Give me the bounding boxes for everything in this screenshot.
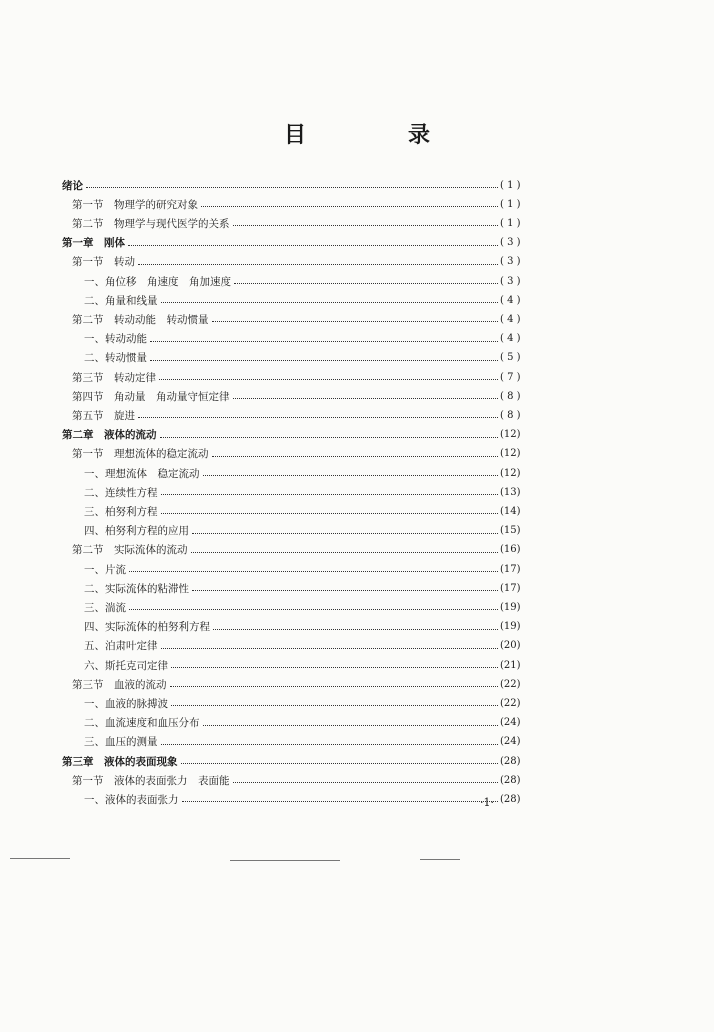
toc-entry [0, 502, 714, 520]
toc-entry [0, 291, 714, 309]
toc-entry-page: ( 1 ) [500, 217, 521, 229]
toc-entry-page: (24) [500, 717, 521, 729]
toc-entry [0, 598, 714, 616]
toc-entry-label: 六、斯托克司定律 [84, 659, 168, 672]
toc-entry [0, 714, 714, 732]
dot-leader [171, 666, 498, 668]
toc-entry [0, 464, 714, 482]
toc-entry-label: 第五节 旋进 [72, 409, 135, 422]
toc-entry-page: (14) [500, 505, 521, 517]
toc-entry [0, 618, 714, 636]
dot-leader [201, 205, 498, 207]
toc-entry-page: (17) [500, 563, 521, 575]
toc-entry-label: 第一节 转动 [72, 256, 135, 269]
toc-entry-label: 第二节 物理学与现代医学的关系 [72, 217, 230, 230]
toc-entry [0, 637, 714, 655]
toc-entry-label: 四、实际流体的柏努利方程 [84, 621, 210, 634]
toc-entry-label: 二、实际流体的粘滞性 [84, 582, 189, 595]
toc-entry-page: ( 1 ) [500, 179, 521, 191]
dot-leader [128, 244, 498, 246]
toc-entry-page: ( 8 ) [500, 409, 521, 421]
toc-entry-label: 第二章 液体的流动 [62, 429, 157, 442]
toc-entry-label: 第一章 刚体 [62, 237, 125, 250]
toc-entry [0, 195, 714, 213]
toc-entry-label: 一、转动动能 [84, 333, 147, 346]
dot-leader [192, 532, 498, 534]
dot-leader [170, 685, 499, 687]
toc-entry-page: (12) [500, 467, 521, 479]
dot-leader [159, 378, 498, 380]
toc-entry [0, 349, 714, 367]
toc-entry [0, 771, 714, 789]
toc-entry [0, 445, 714, 463]
toc-entry-page: ( 4 ) [500, 294, 521, 306]
scan-artifact-line [230, 860, 340, 861]
dot-leader [129, 608, 498, 610]
dot-leader [150, 359, 498, 361]
toc-entry-label: 二、连续性方程 [84, 486, 158, 499]
dot-leader [129, 570, 498, 572]
page-number: ·1· [480, 796, 494, 809]
dot-leader [233, 397, 499, 399]
toc-entry-label: 三、柏努利方程 [84, 505, 158, 518]
toc-entry-label: 第三节 血液的流动 [72, 678, 167, 691]
toc-entry-page: (17) [500, 582, 521, 594]
toc-entry-label: 第二节 转动动能 转动惯量 [72, 313, 209, 326]
toc-entry-page: ( 3 ) [500, 275, 521, 287]
toc-entry-label: 一、片流 [84, 563, 126, 576]
toc-entry-label: 五、泊肃叶定律 [84, 640, 158, 653]
toc-entry-page: (16) [500, 544, 521, 556]
scan-artifact-line [10, 858, 70, 859]
toc-entry-label: 二、角量和线量 [84, 294, 158, 307]
toc-entry [0, 272, 714, 290]
toc-entry-page: (20) [500, 640, 521, 652]
toc-entry-page: (19) [500, 621, 521, 633]
toc-entry [0, 387, 714, 405]
dot-leader [161, 512, 499, 514]
toc-entry [0, 579, 714, 597]
toc-entry-page: (28) [500, 793, 521, 805]
toc-entry-page: ( 7 ) [500, 371, 521, 383]
dot-leader [161, 301, 499, 303]
toc-entry-page: (22) [500, 678, 521, 690]
toc-entry-page: (22) [500, 697, 521, 709]
toc-entry-page: (12) [500, 448, 521, 460]
toc-entry-page: (12) [500, 429, 521, 441]
toc-entry [0, 541, 714, 559]
toc-entry-label: 绪论 [62, 179, 83, 192]
dot-leader [138, 416, 498, 418]
toc-entry [0, 310, 714, 328]
toc-entry [0, 234, 714, 252]
toc-entry-page: (28) [500, 755, 521, 767]
dot-leader [161, 743, 499, 745]
dot-leader [138, 263, 498, 265]
dot-leader [86, 186, 498, 188]
dot-leader [213, 628, 498, 630]
toc-entry [0, 483, 714, 501]
toc-entry-label: 第二节 实际流体的流动 [72, 544, 188, 557]
dot-leader [150, 340, 498, 342]
toc-entry-label: 二、转动惯量 [84, 352, 147, 365]
toc-entry [0, 790, 714, 808]
dot-leader [203, 724, 499, 726]
toc-entry [0, 214, 714, 232]
toc-entry [0, 733, 714, 751]
toc-entry [0, 406, 714, 424]
toc-entry-label: 三、湍流 [84, 601, 126, 614]
toc-entry [0, 253, 714, 271]
toc-entry-label: 第一节 理想流体的稳定流动 [72, 448, 209, 461]
toc-entry [0, 694, 714, 712]
dot-leader [181, 762, 499, 764]
dot-leader [233, 224, 499, 226]
toc-entry [0, 426, 714, 444]
dot-leader [233, 781, 499, 783]
toc-entry-label: 二、血流速度和血压分布 [84, 717, 200, 730]
toc-entry-label: 第三节 转动定律 [72, 371, 156, 384]
toc-entry [0, 522, 714, 540]
dot-leader [203, 474, 499, 476]
page-title: 目 录 [283, 123, 470, 148]
toc-entry-label: 一、血液的脉搏波 [84, 697, 168, 710]
dot-leader [212, 320, 499, 322]
dot-leader [182, 800, 499, 802]
toc-entry-page: ( 5 ) [500, 352, 521, 364]
toc-entry-page: (21) [500, 659, 521, 671]
toc-entry-label: 四、柏努利方程的应用 [84, 525, 189, 538]
toc-entry-label: 三、血压的测量 [84, 736, 158, 749]
toc-entry-label: 第四节 角动量 角动量守恒定律 [72, 390, 230, 403]
toc-entry [0, 675, 714, 693]
toc-entry [0, 176, 714, 194]
toc-entry-page: ( 3 ) [500, 256, 521, 268]
toc-entry-page: ( 3 ) [500, 237, 521, 249]
toc-entry-page: (13) [500, 486, 521, 498]
toc-entry-label: 第一节 液体的表面张力 表面能 [72, 774, 230, 787]
toc-entry-page: ( 4 ) [500, 313, 521, 325]
toc-entry [0, 560, 714, 578]
dot-leader [160, 436, 499, 438]
toc-entry-page: (24) [500, 736, 521, 748]
toc-entry-label: 一、角位移 角速度 角加速度 [84, 275, 231, 288]
dot-leader [212, 455, 499, 457]
toc-entry [0, 752, 714, 770]
dot-leader [161, 493, 499, 495]
toc-entry-page: ( 8 ) [500, 390, 521, 402]
toc-entry-label: 第三章 液体的表面现象 [62, 755, 178, 768]
dot-leader [234, 282, 498, 284]
toc-entry-page: (28) [500, 774, 521, 786]
toc-entry-page: ( 1 ) [500, 198, 521, 210]
dot-leader [161, 647, 499, 649]
toc-entry-label: 一、液体的表面张力 [84, 793, 179, 806]
toc-entry [0, 330, 714, 348]
dot-leader [171, 704, 498, 706]
dot-leader [191, 551, 499, 553]
dot-leader [192, 589, 498, 591]
toc-entry-label: 一、理想流体 稳定流动 [84, 467, 200, 480]
toc-entry-label: 第一节 物理学的研究对象 [72, 198, 198, 211]
toc-entry [0, 368, 714, 386]
toc-entry-page: (19) [500, 601, 521, 613]
toc-entry-page: ( 4 ) [500, 333, 521, 345]
toc-entry-page: (15) [500, 525, 521, 537]
toc-entry [0, 656, 714, 674]
scan-artifact-line [420, 859, 460, 860]
